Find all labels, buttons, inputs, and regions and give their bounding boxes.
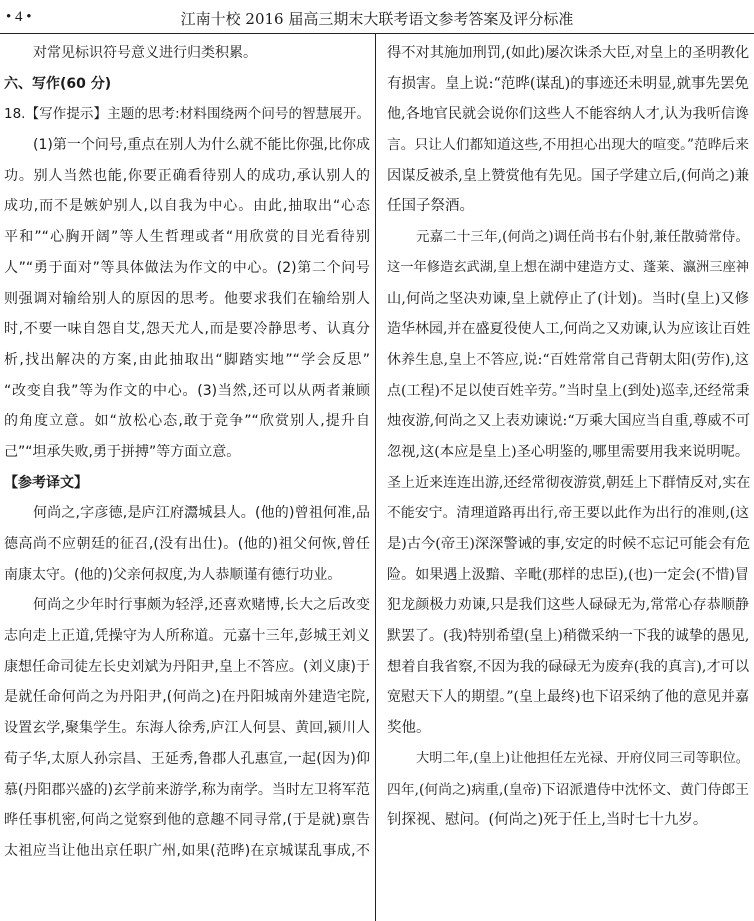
text-line: 18.【写作提示】主题的思考:材料围绕两个问号的智慧展开。 [4,106,370,123]
text-line: 险。如果遇上汲黯、辛毗(那样的忠臣),(也)一定会(不惜)冒 [387,566,749,583]
text-line: 他,各地官民就会说你们这些人不能容纳人才,认为我听信谗 [387,106,749,123]
column-divider [375,34,376,921]
text-line: 是)古今(帝王)深深警诫的事,安定的时候不忘记可能会有危 [387,536,751,552]
text-line: 太祖应当让他出京任职广州,如果(范晔)在京城谋乱事成,不 [4,842,370,859]
text-line: 人”“勇于面对”等具体做法为作文的中心。(2)第二个问号 [4,259,370,276]
text-line: 则强调对输给别人的原因的思考。他要求我们在输给别人 [4,290,370,307]
text-line: 何尚之少年时行事颇为轻浮,还喜欢赌博,长大之后改变 [33,597,370,614]
text-line: 点(工程)不足以使百姓辛劳。”当时皇上(到处)巡幸,还经常秉 [387,382,750,399]
text-line: (1)第一个问号,重点在别人为什么就不能比你强,比你成 [33,137,370,154]
text-line: 得不对其施加刑罚,(如此)屡次诛杀大臣,对皇上的圣明教化 [387,45,750,61]
text-line: 不能安宁。清理道路再出行,帝王要以此作为出行的准则,(这 [387,505,749,522]
text-line: 钊探视、慰问。(何尚之)死于任上,当时七十九岁。 [387,812,708,829]
text-line: 奖他。 [387,720,431,737]
text-line: 对常见标识符号意义进行归类积累。 [33,45,257,61]
text-line: 想着自我省察,不因为我的碌碌无为废弃(我的真言),才可以 [387,658,750,675]
text-line: 烛夜游,何尚之又上表劝谏说:“万乘大国应当自重,尊威不可 [387,413,751,430]
text-line: 康想任命司徒左长史刘斌为丹阳尹,皇上不答应。(刘义康)于 [4,658,370,675]
text-line: 大明二年,(皇上)让他担任左光禄、开府仪同三司等职位。 [416,750,749,766]
text-line: 有损害。皇上说:“范晔(谋乱)的事迹还未明显,就事先罢免 [387,75,749,92]
text-line: 己”“坦承失败,勇于拼搏”等方面立意。 [4,443,241,460]
text-line: 四年,(何尚之)病重,(皇帝)下诏派遣侍中沈怀文、黄门侍郎王 [387,781,749,798]
text-line: 这一年修造玄武湖,皇上想在湖中建造方丈、蓬莱、瀛洲三座神 [387,259,749,275]
text-line: 六、写作(60 分) [4,75,112,92]
running-title: 江南十校 2016 届高三期末大联考语文参考答案及评分标准 [180,10,574,28]
page-header [0,0,754,34]
text-line: 荀子华,太原人孙宗昌、王延秀,鲁郡人孔惠宣,一起(因为)仰 [4,750,370,767]
text-line: 晔任事机密,何尚之觉察到他的意趣不同寻常,(于是就)禀告 [4,812,370,829]
text-line: 南康太守。(他的)父亲何叔度,为人恭顺谨有德行功业。 [4,566,342,583]
text-line: 平和”“心胸开阔”等人生哲理或者“用欣赏的目光看待别 [4,229,370,246]
text-line: 成功,而不是嫉妒别人,以自我为中心。由此,抽取出“心态 [4,198,370,215]
text-line: 时,不要一味自怨自艾,怨天尤人,而是要冷静思考、认真分 [4,321,370,338]
left-column [4,38,370,867]
text-line: 志向走上正道,凭操守为人所称道。元嘉十三年,彭城王刘义 [4,628,370,645]
text-line: 圣上近来连连出游,还经常彻夜游赏,朝廷上下群情反对,实在 [387,474,751,491]
text-line: 忽视,这(本应是皇上)圣心明鉴的,哪里需要用我来说明呢。 [387,443,750,460]
text-line: 山,何尚之坚决劝谏,皇上就停止了(计划)。当时(皇上)又修 [387,290,749,307]
text-line: 犯龙颜极力劝谏,只是我们这些人碌碌无为,常常心存恭顺静 [387,597,749,614]
page-number: • 4 • [6,9,32,25]
right-column [387,38,749,836]
text-line: 因谋反被杀,皇上赞赏他有先见。国子学建立后,(何尚之)兼 [387,167,750,184]
text-line: 元嘉二十三年,(何尚之)调任尚书右仆射,兼任散骑常侍。 [416,229,749,246]
text-line: 任国子祭酒。 [387,198,474,215]
text-line: 设置玄学,聚集学生。东海人徐秀,庐江人何昙、黄回,颍川人 [4,720,370,737]
text-line: “改变自我”等为作文的中心。(3)当然,还可以从两者兼顾 [4,382,370,399]
text-line: 析,找出解决的方案,由此抽取出“脚踏实地”“学会反思” [4,351,370,368]
text-line: 宽慰天下人的期望。”(皇上最终)也下诏采纳了他的意见并嘉 [387,689,749,706]
header-rule [0,33,754,34]
text-line: 慕(丹阳郡兴盛的)玄学前来游学,称为南学。当时左卫将军范 [4,781,370,798]
text-line: 言。只让人们都知道这些,不用担心出现大的喧变。”范晔后来 [387,137,750,154]
text-line: 造华林园,并在盛夏役使人工,何尚之又劝谏,认为应该让百姓 [387,321,751,338]
text-line: 功。别人当然也能,你要正确看待别人的成功,承认别人的 [4,167,370,184]
text-line: 是就任命何尚之为丹阳尹,(何尚之)在丹阳城南外建造宅院, [4,689,370,706]
text-line: 【参考译文】 [4,474,88,491]
text-line: 的角度立意。如“放松心态,敢于竞争”“欣赏别人,提升自 [4,413,370,430]
text-line: 休养生息,皇上不答应,说:“百姓常常自己背朝太阳(劳作),这 [387,351,749,368]
text-line: 德高尚不应朝廷的征召,(没有出仕)。(他的)祖父何恢,曾任 [4,536,370,552]
text-line: 何尚之,字彦德,是庐江府灊城县人。(他的)曾祖何准,品 [33,505,370,522]
text-line: 默罢了。(我)特别希望(皇上)稍微采纳一下我的诚挚的愚见, [387,628,750,645]
